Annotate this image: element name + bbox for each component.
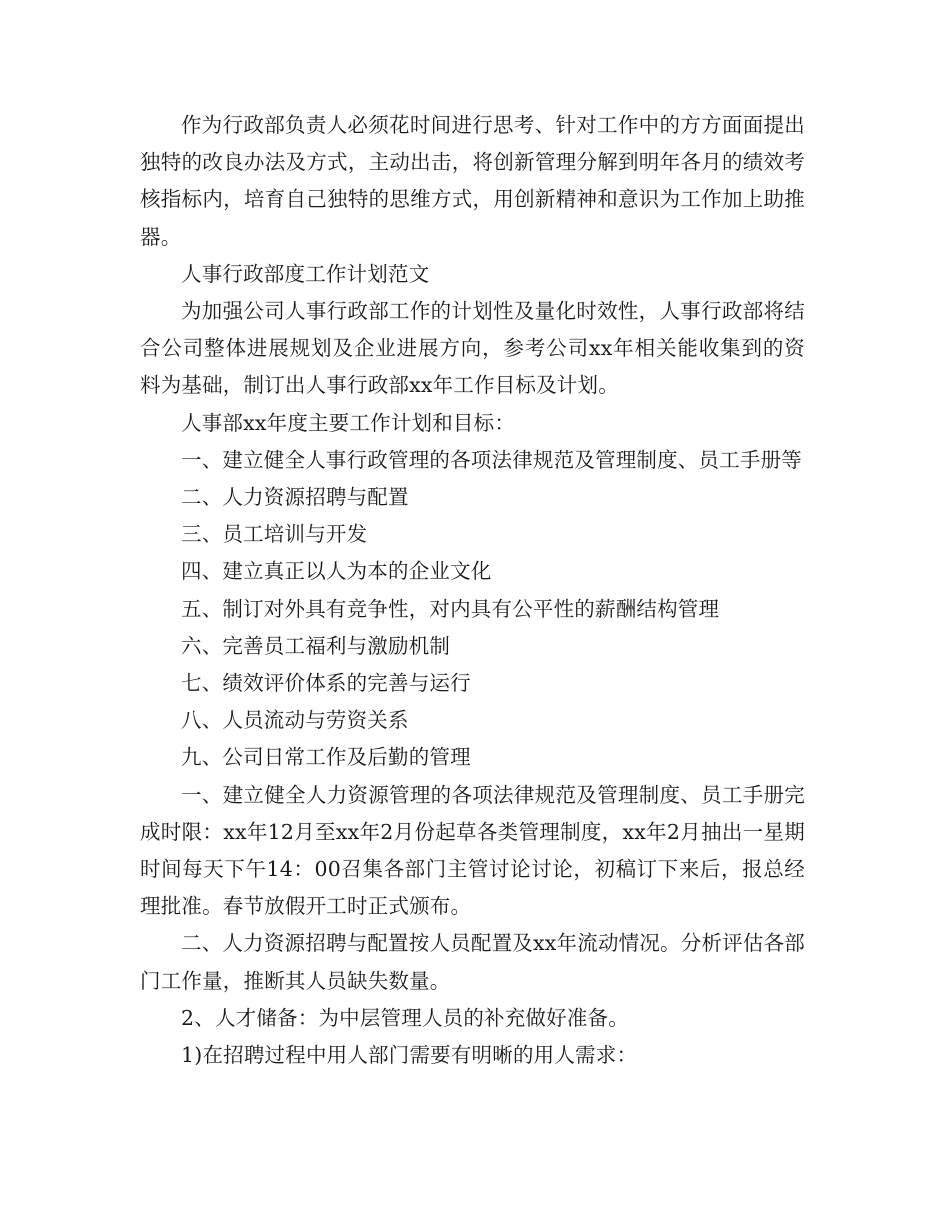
list-item-4: 四、建立真正以人为本的企业文化 <box>181 559 492 584</box>
paragraph-plan-intro: 为加强公司人事行政部工作的计划性及量化时效性，人事行政部将结合公司整体进展规划及企业进展方向，参考公司xx年相关能收集到的资料为基础，制订出人事行政部xx年工作目标及计划。 <box>140 299 805 398</box>
list-item-6: 六、完善员工福利与激励机制 <box>181 633 451 658</box>
list-item-9: 九、公司日常工作及后勤的管理 <box>181 745 471 770</box>
paragraph-recruitment-need: 1)在招聘过程中用人部门需要有明晰的用人需求： <box>181 1043 638 1068</box>
list-item-2: 二、人力资源招聘与配置 <box>181 485 409 510</box>
list-item-1: 一、建立健全人事行政管理的各项法律规范及管理制度、员工手册等 <box>181 447 802 472</box>
paragraph-section-2-detail: 二、人力资源招聘与配置按人员配置及xx年流动情况。分析评估各部门工作量，推断其人员缺失数量。 <box>140 931 805 993</box>
document-body <box>140 107 805 1074</box>
paragraph-section-1-detail: 一、建立健全人力资源管理的各项法律规范及管理制度、员工手册完成时限：xx年12月至xx年2月份起草各类管理制度，xx年2月抽出一星期时间每天下午14：00召集各部门主管讨论讨论，初稿订下来后，报总经理批准。春节放假开工时正式颁布。 <box>140 782 805 919</box>
paragraph-plan-title: 人事行政部度工作计划范文 <box>181 261 430 286</box>
list-item-3: 三、员工培训与开发 <box>181 522 368 547</box>
list-item-5: 五、制订对外具有竞争性，对内具有公平性的薪酬结构管理 <box>181 596 720 621</box>
list-item-7: 七、绩效评价体系的完善与运行 <box>181 671 471 696</box>
paragraph-talent-reserve: 2、人才储备：为中层管理人员的补充做好准备。 <box>181 1005 629 1030</box>
paragraph-leadership-innovation: 作为行政部负责人必须花时间进行思考、针对工作中的方方面面提出独特的改良办法及方式，主动出击，将创新管理分解到明年各月的绩效考核指标内，培育自己独特的思维方式，用创新精神和意识为工作加上助推器。 <box>140 113 805 249</box>
list-item-8: 八、人员流动与劳资关系 <box>181 708 409 733</box>
paragraph-goals-heading: 人事部xx年度主要工作计划和目标： <box>181 410 516 435</box>
